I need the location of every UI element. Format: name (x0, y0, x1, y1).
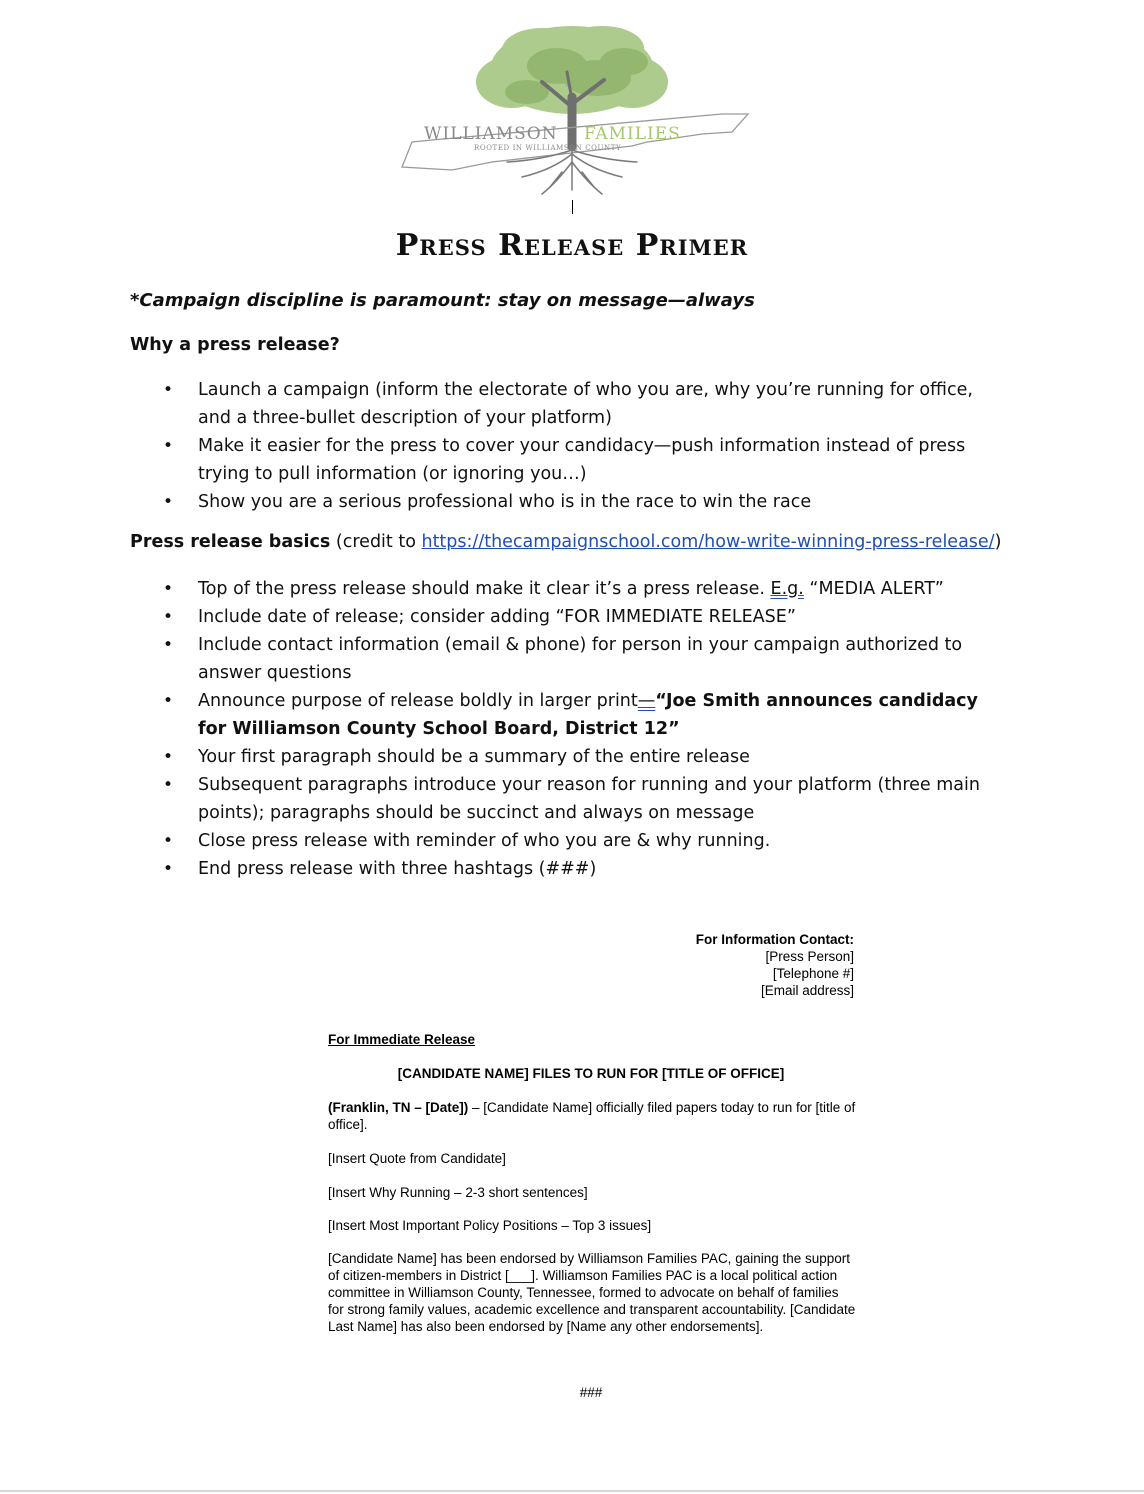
list-item (130, 687, 1010, 743)
immediate-release-label: For Immediate Release (328, 1032, 476, 1047)
list-item: • Show you are a serious professional who is in the race to win the race (130, 488, 1010, 516)
list-item: • Launch a campaign (inform the electorate of who you are, why you’re running for office, and a three-bullet description of your platform) (130, 376, 1010, 432)
list-item-text: “MEDIA ALERT” (803, 579, 944, 599)
paragraph-text: – [Candidate Name] officially filed papers today to run for [title of office]. (328, 1100, 856, 1132)
credit-suffix: ) (994, 532, 1002, 552)
logo-name-text: WILLIAMSON (424, 124, 558, 144)
list-item: • Include date of release; consider adding “FOR IMMEDIATE RELEASE” (130, 603, 1010, 631)
why-list (130, 376, 1010, 516)
list-item: • End press release with three hashtags (###) (130, 855, 1010, 883)
contact-line: [Email address] (760, 983, 854, 998)
list-item: • Close press release with reminder of who you are & why running. (130, 827, 1010, 855)
williamson-families-logo (392, 22, 752, 202)
release-headline: [CANDIDATE NAME] FILES TO RUN FOR [TITLE OF OFFICE] (397, 1066, 785, 1081)
basics-heading: Press release basics (130, 532, 331, 552)
basics-list (130, 575, 1010, 883)
contact-block (696, 931, 854, 999)
contact-heading: For Information Contact: (695, 932, 854, 947)
list-item: • Include contact information (email & phone) for person in your campaign authorized to answer questions (130, 631, 1010, 687)
release-paragraph-2: [Insert Quote from Candidate] (328, 1151, 506, 1166)
credit-link[interactable]: https://thecampaignschool.com/how-write-winning-press-release/ (421, 532, 995, 552)
credit-prefix: (credit to (330, 532, 422, 552)
logo-tagline-text: ROOTED IN WILLIAMSON COUNTY (474, 144, 622, 152)
release-paragraph-4: [Insert Most Important Policy Positions – Top 3 issues] (328, 1218, 652, 1233)
release-paragraph-3: [Insert Why Running – 2-3 short sentences] (328, 1185, 588, 1200)
page-title: Press Release Primer (395, 228, 749, 263)
dateline: (Franklin, TN – [Date]) (328, 1100, 469, 1115)
list-item: • Subsequent paragraphs introduce your reason for running and your platform (three main points); paragraphs should be succinct and always on message (130, 771, 1010, 827)
release-paragraph-1 (328, 1099, 856, 1133)
list-item-text: Announce purpose of release boldly in larger print (198, 691, 638, 711)
contact-line: [Telephone #] (772, 966, 854, 981)
basics-heading-line (130, 532, 1030, 552)
list-item (130, 575, 1010, 603)
end-hashtags: ### (579, 1385, 603, 1400)
eg-text: E.g. (770, 579, 804, 599)
page-bottom-border (0, 1490, 1144, 1492)
tree-logo-icon (392, 22, 752, 202)
text-cursor (572, 200, 573, 214)
list-item: • Make it easier for the press to cover your candidacy—push information instead of press trying to pull information (or ignoring you…) (130, 432, 1010, 488)
list-item-bold-text: “Joe Smith announces candidacy for Williamson County School Board, District 12” (198, 691, 978, 739)
release-paragraph-5: [Candidate Name] has been endorsed by Williamson Families PAC, gaining the support of citizen-members in District [___]. Williamson Families PAC is a local political action committee in Williamson County, Tennessee, formed to advocate on behalf of families for strong family values, academic excellence and transparent accountability. [Candidate Last Name] has also been endorsed by [Name any other endorsements]. (328, 1251, 856, 1334)
logo-name-accent-text: FAMILIES (584, 124, 681, 144)
list-item-text: Top of the press release should make it clear it’s a press release. (198, 579, 771, 599)
campaign-tagline: *Campaign discipline is paramount: stay on message—always (130, 290, 755, 311)
why-heading: Why a press release? (130, 335, 340, 355)
contact-line: [Press Person] (765, 949, 854, 964)
list-item: • Your first paragraph should be a summary of the entire release (130, 743, 1010, 771)
dash-text: — (637, 691, 656, 711)
